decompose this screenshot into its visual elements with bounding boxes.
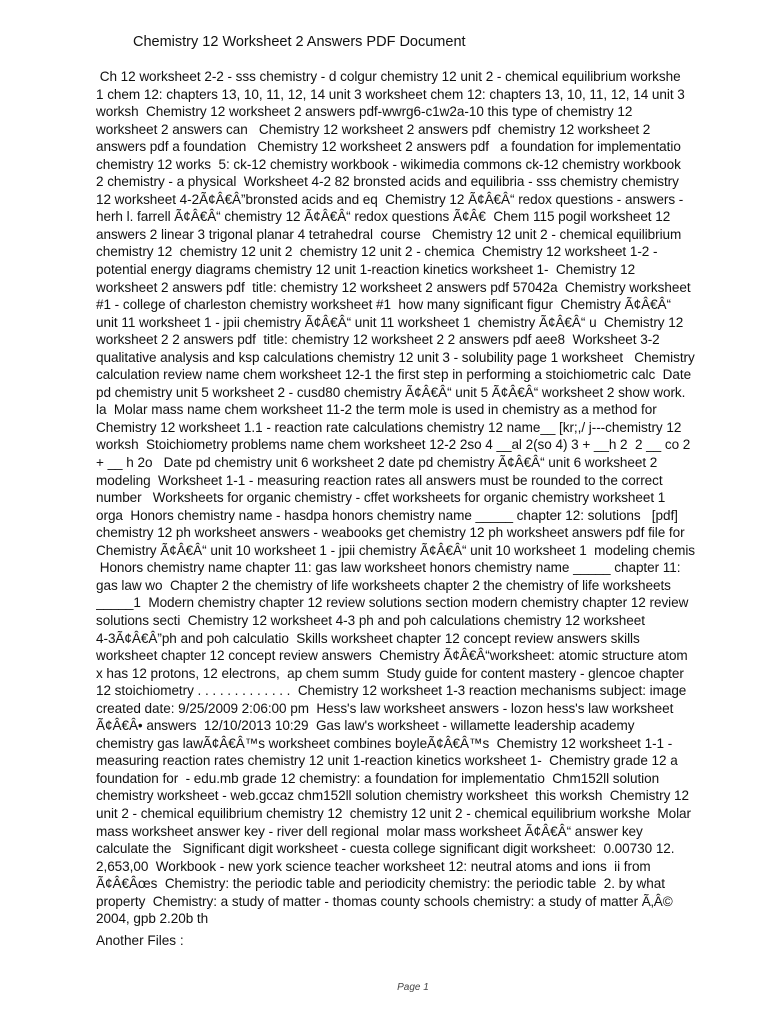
body-text-line: unit 11 worksheet 1 - jpii chemistry Ã¢Â€Â“ unit 11 worksheet 1 chemistry Ã¢Â€Â“ u Chemistry 12 (96, 314, 684, 330)
body-text-line: worksh Stoichiometry problems name chem worksheet 12-2 2so 4 __al 2(so 4) 3 + __h 2 2 __ co 2 (96, 437, 691, 453)
body-text-line: answers pdf a foundation Chemistry 12 worksheet 2 answers pdf a foundation for implementatio (96, 139, 681, 155)
body-text-line: foundation for - edu.mb grade 12 chemistry: a foundation for implementatio Chm152ll solution (96, 770, 660, 786)
body-text-line: 4-3Ã¢Â€Â”ph and poh calculatio Skills worksheet chapter 12 concept review answers skills (96, 630, 640, 646)
body-text-line: Ã¢Â€Â• answers 12/10/2013 10:29 Gas law's worksheet - willamette leadership academy (96, 718, 635, 734)
body-text-line: calculate the Significant digit worksheet - cuesta college significant digit worksheet: 0.00730 12. (96, 841, 675, 857)
body-text-line: chemistry 12 ph worksheet answers - weabooks get chemistry 12 ph worksheet answers pdf file for (96, 525, 685, 541)
body-text-line: worksheet chapter 12 concept review answers Chemistry Ã¢Â€Â“worksheet: atomic structure atom (96, 648, 688, 664)
body-text-line: qualitative analysis and ksp calculations chemistry 12 unit 3 - solubility page 1 worksheet Chemistry (96, 349, 695, 365)
body-text-line: gas law wo Chapter 2 the chemistry of life worksheets chapter 2 the chemistry of life worksheets (96, 577, 671, 593)
body-text-line: property Chemistry: a study of matter - thomas county schools chemistry: a study of matter Ã‚Â© (96, 893, 673, 909)
body-text-line: Chemistry 12 worksheet 1.1 - reaction rate calculations chemistry 12 name__ [kr;,/ j---chemistry 12 (96, 419, 682, 435)
body-text-line: answers 2 linear 3 trigonal planar 4 tetrahedral course Chemistry 12 unit 2 - chemical equilibrium (96, 226, 682, 242)
another-files-heading: Another Files : (96, 933, 184, 948)
body-text-line: Honors chemistry name chapter 11: gas law worksheet honors chemistry name _____ chapter 11: (96, 560, 681, 576)
body-text-line: 2,653,00 Workbook - new york science teacher worksheet 12: neutral atoms and ions ii from (96, 858, 651, 874)
body-text-line: x has 12 protons, 12 electrons, ap chem summ Study guide for content mastery - glencoe chapter (96, 665, 684, 681)
body-text-line: orga Honors chemistry name - hasdpa honors chemistry name _____ chapter 12: solutions [pdf] (96, 507, 678, 523)
body-text-line: measuring reaction rates chemistry 12 unit 1-reaction kinetics worksheet 1- Chemistry grade 12 a (96, 753, 678, 769)
body-text-line: solutions secti Chemistry 12 worksheet 4-3 ph and poh calculations chemistry 12 worksheet (96, 612, 645, 628)
body-text-line: Chemistry Ã¢Â€Â“ unit 10 worksheet 1 - jpii chemistry Ã¢Â€Â“ unit 10 worksheet 1 modeling chemis (96, 542, 695, 558)
body-text-line: Ch 12 worksheet 2-2 - sss chemistry - d colgur chemistry 12 unit 2 - chemical equilibrium workshe (96, 69, 681, 84)
body-text-line: 2 chemistry - a physical Worksheet 4-2 82 bronsted acids and equilibria - sss chemistry chemistry (96, 174, 679, 190)
body-text-line: 12 worksheet 4-2Ã¢Â€Â”bronsted acids and eq Chemistry 12 Ã¢Â€Â“ redox questions - answers - (96, 191, 684, 207)
body-text-line: herh l. farrell Ã¢Â€Â“ chemistry 12 Ã¢Â€Â“ redox questions Ã¢Â€ Chem 115 pogil worksheet 12 (96, 209, 671, 225)
body-text-line: 2004, gpb 2.20b th (96, 911, 209, 927)
body-text-line: number Worksheets for organic chemistry - cffet worksheets for organic chemistry worksheet 1 (96, 490, 666, 506)
document-title: Chemistry 12 Worksheet 2 Answers PDF Document (133, 34, 466, 50)
body-text-line: worksheet 2 answers can Chemistry 12 worksheet 2 answers pdf chemistry 12 worksheet 2 (96, 121, 651, 137)
body-text-line: potential energy diagrams chemistry 12 unit 1-reaction kinetics worksheet 1- Chemistry 12 (96, 262, 636, 278)
body-text-line: pd chemistry unit 5 worksheet 2 - cusd80 chemistry Ã¢Â€Â“ unit 5 Ã¢Â€Â“ worksheet 2 show work. (96, 384, 686, 400)
body-text (96, 68, 736, 928)
body-text-line: la Molar mass name chem worksheet 11-2 the term mole is used in chemistry as a method for (96, 402, 657, 418)
body-text-line: + __ h 2o Date pd chemistry unit 6 worksheet 2 date pd chemistry Ã¢Â€Â“ unit 6 worksheet 2 (96, 455, 658, 471)
body-text-line: 12 stoichiometry . . . . . . . . . . . . . Chemistry 12 worksheet 1-3 reaction mechanisms subject: image (96, 683, 687, 699)
body-text-line: unit 2 - chemical equilibrium chemistry 12 chemistry 12 unit 2 - chemical equilibrium workshe Molar (96, 805, 691, 821)
body-text-line: chemistry worksheet - web.gccaz chm152ll solution chemistry worksheet this worksh Chemistry 12 (96, 788, 689, 804)
body-text-line: modeling Worksheet 1-1 - measuring reaction rates all answers must be rounded to the correct (96, 472, 663, 488)
body-text-line: worksheet 2 2 answers pdf title: chemistry 12 worksheet 2 2 answers pdf aee8 Worksheet 3-2 (96, 332, 660, 348)
body-text-line: worksh Chemistry 12 worksheet 2 answers pdf-wwrg6-c1w2a-10 this type of chemistry 12 (96, 104, 633, 120)
body-text-line: chemistry gas lawÃ¢Â€Â™s worksheet combines boyleÃ¢Â€Â™s Chemistry 12 worksheet 1-1 - (96, 735, 673, 751)
body-text-line: created date: 9/25/2009 2:06:00 pm Hess's law worksheet answers - lozon hess's law worksheet (96, 700, 674, 716)
body-text-line: Ã¢Â€Âœs Chemistry: the periodic table and periodicity chemistry: the periodic table 2. by what (96, 876, 665, 892)
body-text-line: chemistry 12 works 5: ck-12 chemistry workbook - wikimedia commons ck-12 chemistry workbook (96, 156, 681, 172)
body-text-line: mass worksheet answer key - river dell regional molar mass worksheet Ã¢Â€Â“ answer key (96, 823, 643, 839)
body-text-line: #1 - college of charleston chemistry worksheet #1 how many significant figur Chemistry Ã¢Â€Â“ (96, 297, 672, 313)
body-text-line: _____1 Modern chemistry chapter 12 review solutions section modern chemistry chapter 12 review (96, 595, 689, 611)
page-number: Page 1 (397, 982, 429, 993)
body-text-line: calculation review name chem worksheet 12-1 the first step in performing a stoichiometric calc Date (96, 367, 692, 383)
body-text-line: worksheet 2 answers pdf title: chemistry 12 worksheet 2 answers pdf 57042a Chemistry worksheet (96, 279, 691, 295)
body-text-line: 1 chem 12: chapters 13, 10, 11, 12, 14 unit 3 worksheet chem 12: chapters 13, 10, 11, 12, 14 unit 3 (96, 86, 685, 102)
body-text-line: chemistry 12 chemistry 12 unit 2 chemistry 12 unit 2 - chemica Chemistry 12 worksheet 1-2 - (96, 244, 658, 260)
